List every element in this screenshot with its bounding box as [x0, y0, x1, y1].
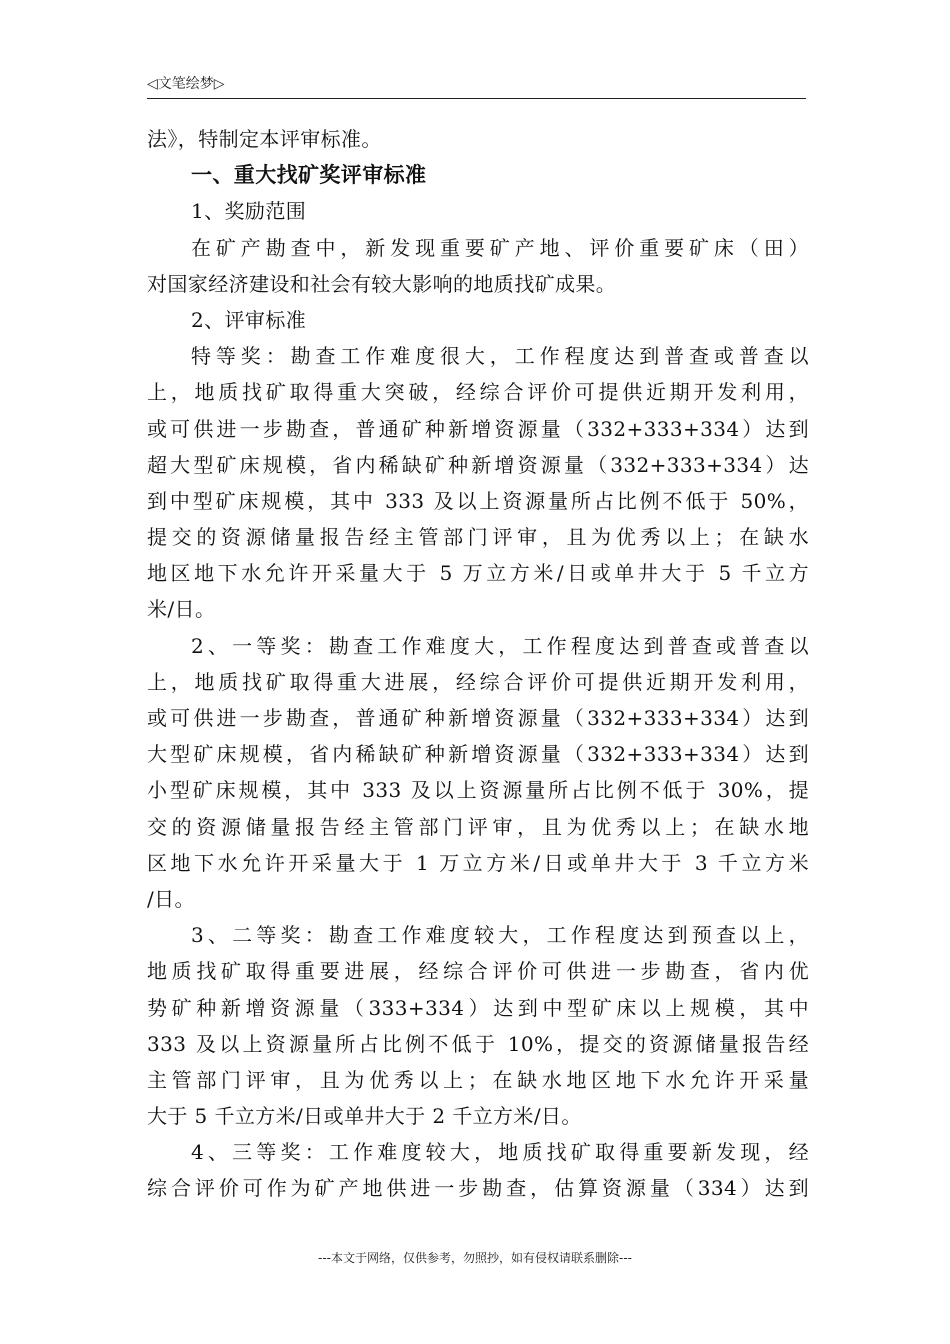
- text-line: 法》，特制定本评审标准。: [147, 127, 382, 151]
- text-line: 大型矿床规模，省内稀缺矿种新增资源量（332+333+334）达到: [147, 742, 809, 767]
- text-line: 对国家经济建设和社会有较大影响的地质找矿成果。: [147, 271, 617, 296]
- text-line: 上，地质找矿取得重大突破，经综合评价可提供近期开发利用，: [147, 380, 809, 405]
- text-line: 主管部门评审，且为优秀以上；在缺水地区地下水允许开采量: [147, 1067, 809, 1092]
- text-line: 特等奖：勘查工作难度很大，工作程度达到普查或普查以: [191, 344, 809, 369]
- text-line: 或可供进一步勘查，普通矿种新增资源量（332+333+334）达到: [147, 416, 809, 441]
- text-line: 在矿产勘查中，新发现重要矿产地、评价重要矿床（田）: [191, 235, 809, 260]
- text-line: 综合评价可作为矿产地供进一步勘查，估算资源量（334）达到: [147, 1176, 809, 1201]
- header-label: ◁文笔绘梦▷: [147, 76, 225, 92]
- text-line: 4、三等奖：工作难度较大，地质找矿取得重要新发现，经: [191, 1140, 809, 1165]
- text-line: 提交的资源储量报告经主管部门评审，且为优秀以上；在缺水: [147, 525, 809, 550]
- text-line: 2、评审标准: [191, 307, 307, 332]
- text-line: 大于 5 千立方米/日或单井大于 2 千立方米/日。: [147, 1104, 582, 1129]
- page-footer: ---本文于网络，仅供参考，勿照抄，如有侵权请联系删除---: [318, 1251, 632, 1265]
- text-line: 交的资源储量报告经主管部门评审，且为优秀以上；在缺水地: [147, 814, 809, 839]
- text-line: 上，地质找矿取得重大进展，经综合评价可提供近期开发利用，: [147, 669, 809, 694]
- text-line: 到中型矿床规模，其中 333 及以上资源量所占比例不低于 50%，: [147, 488, 809, 513]
- text-line: 区地下水允许开采量大于 1 万立方米/日或单井大于 3 千立方米: [147, 850, 809, 875]
- text-line: 3、二等奖：勘查工作难度较大，工作程度达到预查以上，: [191, 923, 809, 948]
- text-line: 米/日。: [147, 597, 216, 622]
- text-line: 333 及以上资源量所占比例不低于 10%，提交的资源储量报告经: [147, 1031, 809, 1056]
- text-line: 地区地下水允许开采量大于 5 万立方米/日或单井大于 5 千立方: [147, 561, 809, 586]
- text-line: 地质找矿取得重要进展，经综合评价可供进一步勘查，省内优: [147, 959, 809, 984]
- document-body: [147, 121, 809, 1207]
- text-line: 1、奖励范围: [191, 199, 307, 224]
- text-line: 2、一等奖：勘查工作难度大，工作程度达到普查或普查以: [191, 633, 809, 658]
- text-line: 小型矿床规模，其中 333 及以上资源量所占比例不低于 30%，提: [147, 778, 809, 803]
- section-heading: 一、重大找矿奖评审标准: [191, 162, 427, 188]
- page-header: [147, 72, 806, 99]
- text-line: 超大型矿床规模，省内稀缺矿种新增资源量（332+333+334）达: [147, 452, 809, 477]
- text-line: /日。: [147, 886, 195, 911]
- text-line: 或可供进一步勘查，普通矿种新增资源量（332+333+334）达到: [147, 706, 809, 730]
- text-line: 势矿种新增资源量（333+334）达到中型矿床以上规模，其中: [147, 995, 809, 1020]
